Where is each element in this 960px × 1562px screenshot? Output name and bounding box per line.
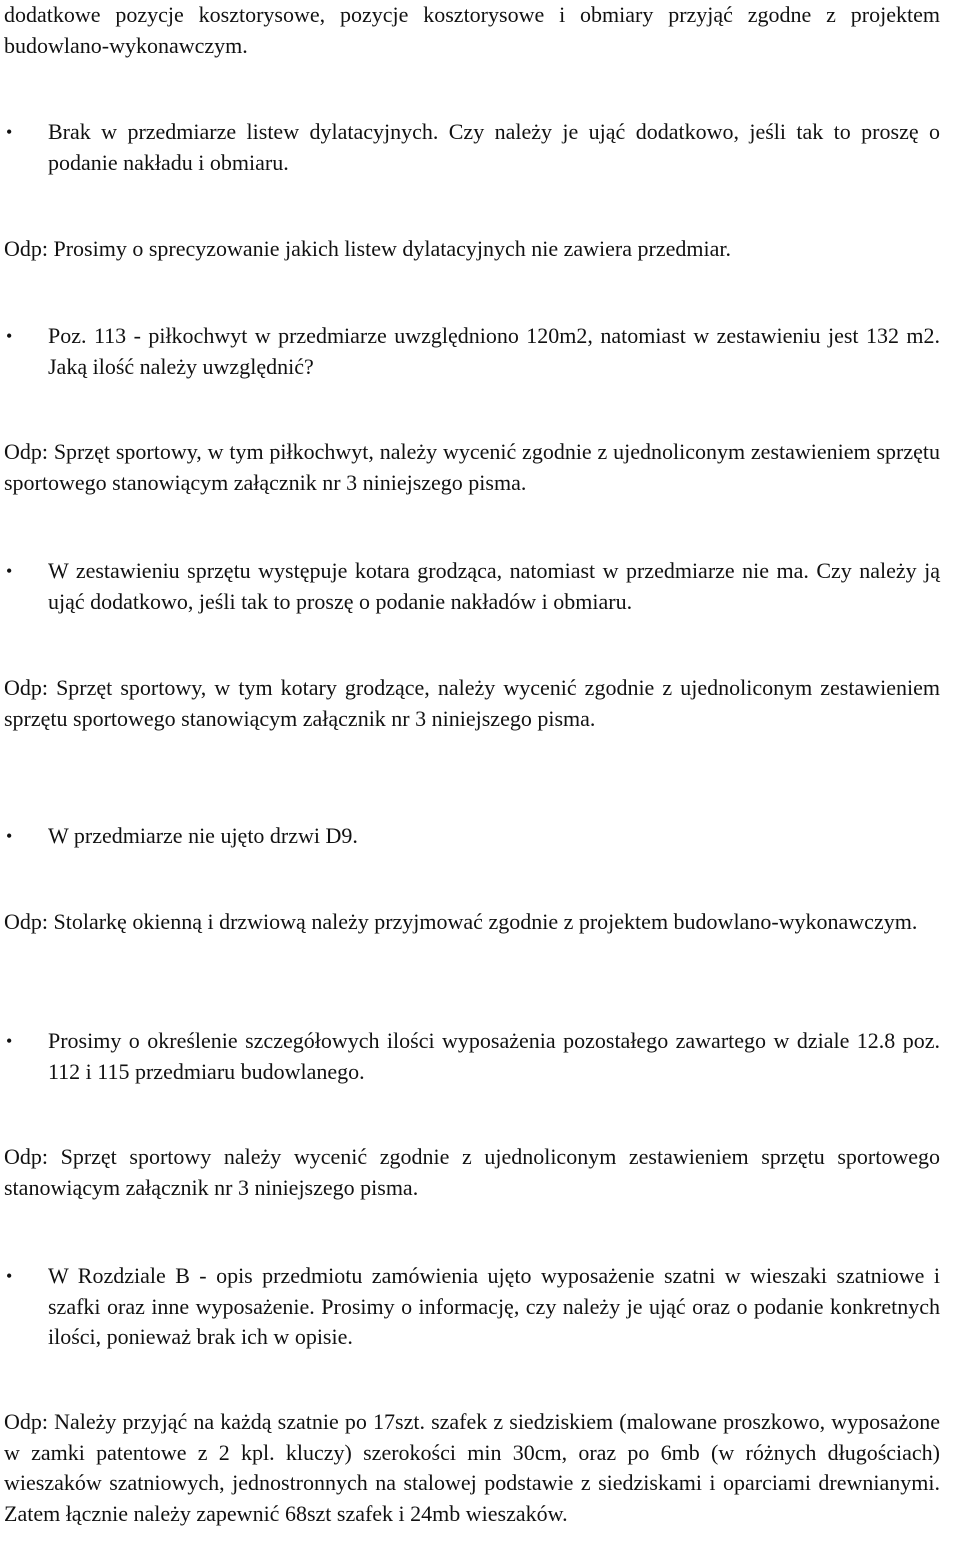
answer-paragraph: Odp: Sprzęt sportowy, w tym kotary grodzące, należy wycenić zgodnie z ujednoliconym zestawieniem sprzętu sportowego stanowiącym załącznik nr 3 niniejszego pisma. (4, 675, 940, 731)
answer-paragraph: Odp: Sprzęt sportowy należy wycenić zgodnie z ujednoliconym zestawieniem sprzętu sportowego stanowiącym załącznik nr 3 niniejszego pisma. (4, 1144, 940, 1200)
bullet-icon: • (6, 1031, 13, 1051)
bullet-icon: • (6, 561, 13, 581)
bullet-icon: • (6, 826, 13, 846)
bullet-text: W przedmiarze nie ujęto drzwi D9. (48, 823, 358, 848)
answer-paragraph: Odp: Należy przyjąć na każdą szatnie po 17szt. szafek z siedziskiem (malowane proszkowo, wyposażone w zamki patentowe z 2 kpl. kluczy) szerokości min 30cm, oraz po 6mb (w różnych długościach) wieszaków szatniowych, jednostronnych na stalowej podstawie z siedziskami i oparciami drewnianymi. Zatem łącznie należy zapewnić 68szt szafek i 24mb wieszaków. (4, 1409, 940, 1526)
bullet-text: W Rozdziale B - opis przedmiotu zamówienia ujęto wyposażenie szatni w wieszaki szatniowe i szafki oraz inne wyposażenie. Prosimy o informację, czy należy je ująć oraz o podanie konkretnych ilości, ponieważ brak ich w opisie. (48, 1263, 940, 1349)
bullet-icon: • (6, 1266, 13, 1286)
bullet-icon: • (6, 122, 13, 142)
answer-paragraph: Odp: Prosimy o sprecyzowanie jakich listew dylatacyjnych nie zawiera przedmiar. (4, 236, 731, 261)
bullet-text: Prosimy o określenie szczegółowych ilości wyposażenia pozostałego zawartego w dziale 12.8 poz. 112 i 115 przedmiaru budowlanego. (48, 1028, 940, 1084)
bullet-text: Poz. 113 - piłkochwyt w przedmiarze uwzględniono 120m2, natomiast w zestawieniu jest 132 m2. Jaką ilość należy uwzględnić? (48, 323, 940, 379)
answer-paragraph: Odp: Sprzęt sportowy, w tym piłkochwyt, należy wycenić zgodnie z ujednoliconym zestawieniem sprzętu sportowego stanowiącym załącznik nr 3 niniejszego pisma. (4, 439, 940, 495)
bullet-text: Brak w przedmiarze listew dylatacyjnych. Czy należy je ująć dodatkowo, jeśli tak to proszę o podanie nakładu i obmiaru. (48, 119, 940, 175)
bullet-icon: • (6, 326, 13, 346)
answer-paragraph: Odp: Stolarkę okienną i drzwiową należy przyjmować zgodnie z projektem budowlano-wykonawczym. (4, 909, 918, 934)
paragraph-continuation: dodatkowe pozycje kosztorysowe, pozycje kosztorysowe i obmiary przyjąć zgodne z projektem budowlano-wykonawczym. (4, 2, 940, 58)
bullet-text: W zestawieniu sprzętu występuje kotara grodząca, natomiast w przedmiarze nie ma. Czy należy ją ująć dodatkowo, jeśli tak to proszę o podanie nakładów i obmiaru. (48, 558, 940, 614)
